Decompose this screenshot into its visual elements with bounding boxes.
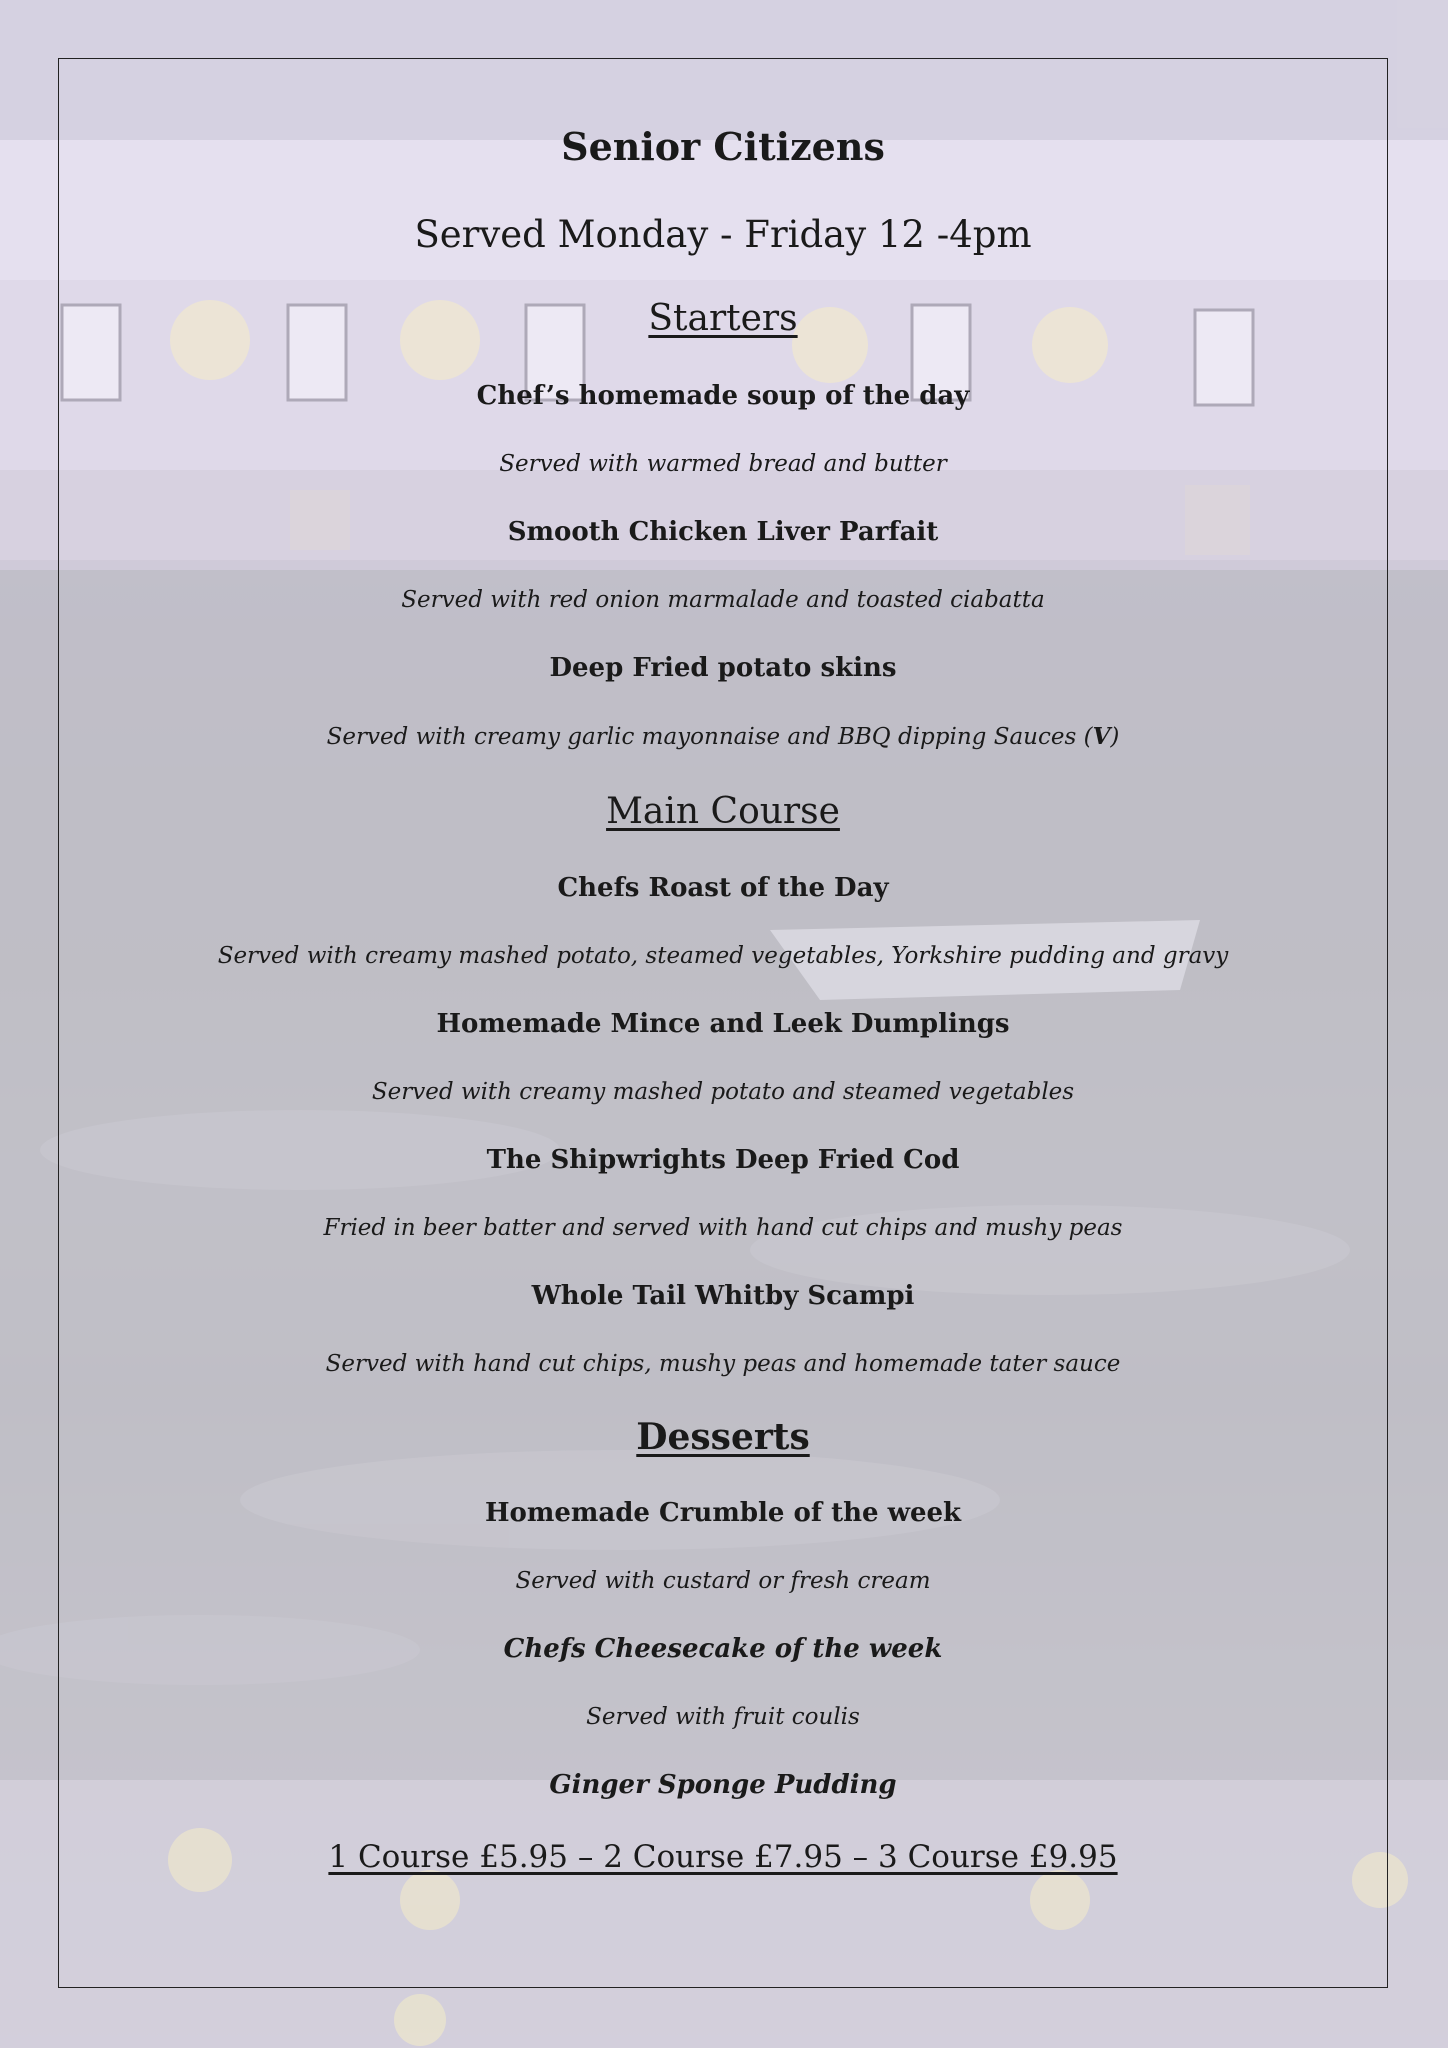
menu-item-description: Served with hand cut chips, mushy peas and homemade tater sauce — [325, 1351, 1121, 1377]
menu-item-name: Ginger Sponge Pudding — [549, 1770, 897, 1800]
section-heading-desserts: Desserts — [636, 1416, 810, 1458]
menu-item-description: Served with fruit coulis — [586, 1704, 860, 1730]
menu-item-name: Smooth Chicken Liver Parfait — [507, 517, 939, 547]
menu-title: Senior Citizens — [561, 124, 885, 169]
menu-item-description — [58, 723, 1388, 750]
menu-item-description: Served with warmed bread and butter — [499, 451, 947, 477]
section-heading-starters: Starters — [648, 298, 798, 339]
menu-item-name: Homemade Crumble of the week — [484, 1498, 962, 1528]
menu-item-description: Served with red onion marmalade and toasted ciabatta — [401, 587, 1045, 613]
menu-item-name: Chefs Cheesecake of the week — [503, 1634, 943, 1664]
menu-item-description: Served with creamy mashed potato, steamed vegetables, Yorkshire pudding and gravy — [217, 943, 1229, 969]
menu-item-description: Fried in beer batter and served with hand cut chips and mushy peas — [323, 1215, 1123, 1241]
vegetarian-mark: V — [1092, 723, 1111, 750]
section-heading-main-course: Main Course — [606, 791, 840, 832]
menu-item-name: Deep Fried potato skins — [549, 653, 897, 683]
description-text-end: ) — [1110, 724, 1120, 750]
menu-item-name: Whole Tail Whitby Scampi — [531, 1281, 915, 1311]
menu-item-name: Chefs Roast of the Day — [557, 873, 889, 903]
menu-item-description: Served with creamy mashed potato and steamed vegetables — [371, 1079, 1075, 1105]
menu-item-name: The Shipwrights Deep Fried Cod — [486, 1145, 960, 1175]
served-times: Served Monday - Friday 12 -4pm — [414, 213, 1032, 256]
menu-item-description: Served with custard or fresh cream — [515, 1568, 931, 1594]
description-text: Served with creamy garlic mayonnaise and BBQ dipping Sauces ( — [326, 724, 1093, 750]
menu-item-name: Chef’s homemade soup of the day — [476, 381, 970, 411]
menu-item-name: Homemade Mince and Leek Dumplings — [436, 1009, 1010, 1039]
course-prices: 1 Course £5.95 – 2 Course £7.95 – 3 Course £9.95 — [328, 1839, 1118, 1875]
